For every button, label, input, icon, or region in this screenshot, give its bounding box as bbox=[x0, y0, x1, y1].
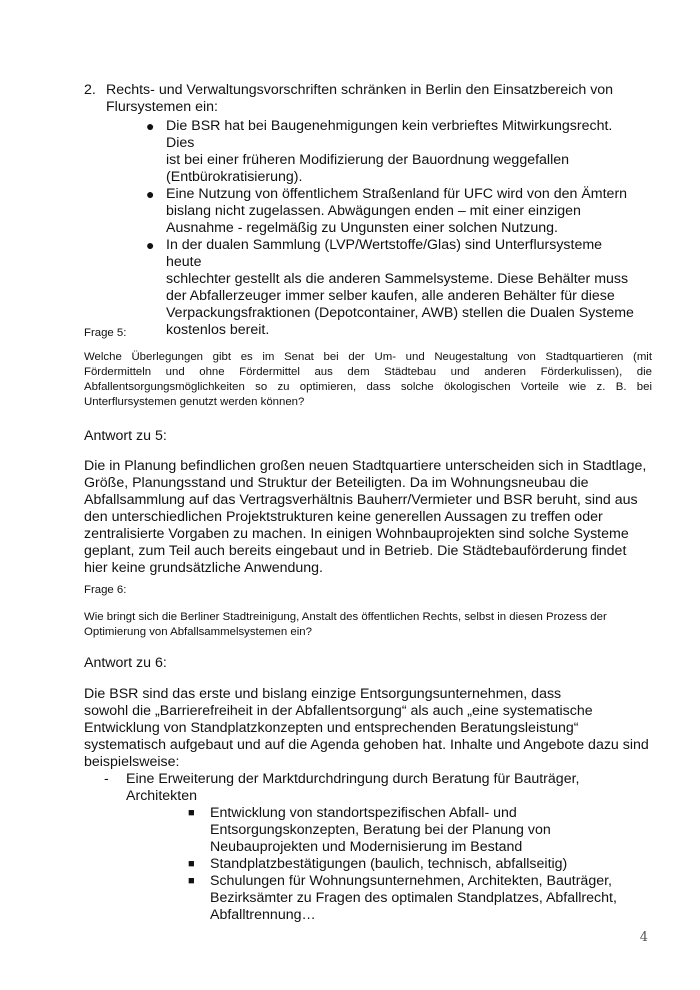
square-bullet-icon: ■ bbox=[188, 807, 195, 819]
item2-bullet-list bbox=[146, 118, 636, 339]
list-item: ● In der dualen Sammlung (LVP/Wertstoffe/Glas) sind Unterflursysteme heute schlechter gestellt als die anderen Sammelsysteme. Diese Behälter muss der Abfallerzeuger immer selber kaufen, alle anderen Behälter für diese Verpackungsfraktionen (Depotcontainer, AWB) stellen die Dualen Systeme kostenlos bereit. bbox=[146, 237, 634, 338]
text-line: Flursystemen ein: bbox=[106, 99, 218, 115]
list-item: ■ Standplatzbestätigungen (baulich, technisch, abfallseitig) bbox=[188, 856, 568, 872]
bullet-icon: ● bbox=[146, 118, 155, 134]
list-item: ● Die BSR hat bei Baugenehmigungen kein verbrieftes Mitwirkungsrecht. Dies ist bei einer früheren Modifizierung der Bauordnung weggefallen (Entbürokratisierung). bbox=[146, 118, 613, 185]
list-item: - Eine Erweiterung der Marktdurchdringung durch Beratung für Bauträger, Architekten bbox=[104, 771, 580, 804]
answer-5-label: Antwort zu 5: bbox=[84, 428, 167, 444]
dash-icon: - bbox=[104, 771, 109, 787]
list-item: ● Eine Nutzung von öffentlichem Straßenland für UFC wird von den Ämtern bislang nicht zugelassen. Abwägungen enden – mit einer einzigen Ausnahme - regelmäßig zu Ungunsten einer solchen Nutzung. bbox=[146, 186, 628, 236]
list-number: 2. bbox=[84, 82, 96, 98]
square-bullet-icon: ■ bbox=[188, 875, 195, 887]
question-5-label: Frage 5: bbox=[84, 327, 127, 339]
item2-heading bbox=[106, 82, 626, 116]
answer-6-label: Antwort zu 6: bbox=[84, 655, 167, 671]
question-5-text: Welche Überlegungen gibt es im Senat bei der Um- und Neugestaltung von Stadtquartieren (mit Fördermitteln und ohne Fördermittel aus dem Städtebau und anderen Förderkulissen), die Abfallentsorgungsmöglichkeiten so zu optimieren, dass solche ökologischen Vorteile wie z. B. bei Unterflursystemen genutzt werden können? bbox=[84, 351, 652, 408]
page-number: 4 bbox=[639, 930, 648, 945]
answer-6-sub-bullet-list bbox=[188, 805, 650, 924]
question-6-text: Wie bringt sich die Berliner Stadtreinigung, Anstalt des öffentlichen Rechts, selbst in diesen Prozess der Optimierung von Abfallsammelsystemen ein? bbox=[84, 611, 607, 638]
answer-5-text: Die in Planung befindlichen großen neuen Stadtquartiere unterscheiden sich in Stadtlage, Größe, Planungsstand und Struktur der Beteiligten. Da im Wohnungsneubau die Abfallsammlung auf das Vertragsverhältnis Bauherr/Vermieter und BSR beruht, sind aus den unterschiedlichen Projektstrukturen keine generellen Aussagen zu treffen oder zentralisierte Vorgaben zu machen. In einigen Wohnbauprojekten sind solche Systeme geplant, zum Teil auch bereits eingebaut und in Betrieb. Die Städtebauförderung findet hier keine grundsätzliche Anwendung. bbox=[84, 458, 647, 576]
list-item: ■ Entwicklung von standortspezifischen Abfall- und Entsorgungskonzepten, Beratung bei der Planung von Neubauprojekten und Modernisierung im Bestand bbox=[188, 805, 551, 855]
bullet-icon: ● bbox=[146, 237, 155, 253]
answer-6-dash-list bbox=[104, 771, 626, 805]
bullet-icon: ● bbox=[146, 186, 155, 202]
text-line: Rechts- und Verwaltungsvorschriften schränken in Berlin den Einsatzbereich von bbox=[106, 82, 614, 98]
question-6-label: Frage 6: bbox=[84, 584, 127, 596]
answer-6-text: Die BSR sind das erste und bislang einzige Entsorgungsunternehmen, dass sowohl die „Barrierefreiheit in der Abfallentsorgung“ als auch „eine systematische Entwicklung von Standplatzkonzepten und entsprechenden Beratungsleistung“ systematisch aufgebaut und auf die Agenda gehoben hat. Inhalte und Angebote dazu sind beispielsweise: bbox=[84, 686, 649, 770]
square-bullet-icon: ■ bbox=[188, 858, 195, 870]
list-item: ■ Schulungen für Wohnungsunternehmen, Architekten, Bauträger, Bezirksämter zu Fragen des optimalen Standplatzes, Abfallrecht, Abfalltrennung… bbox=[188, 873, 617, 923]
